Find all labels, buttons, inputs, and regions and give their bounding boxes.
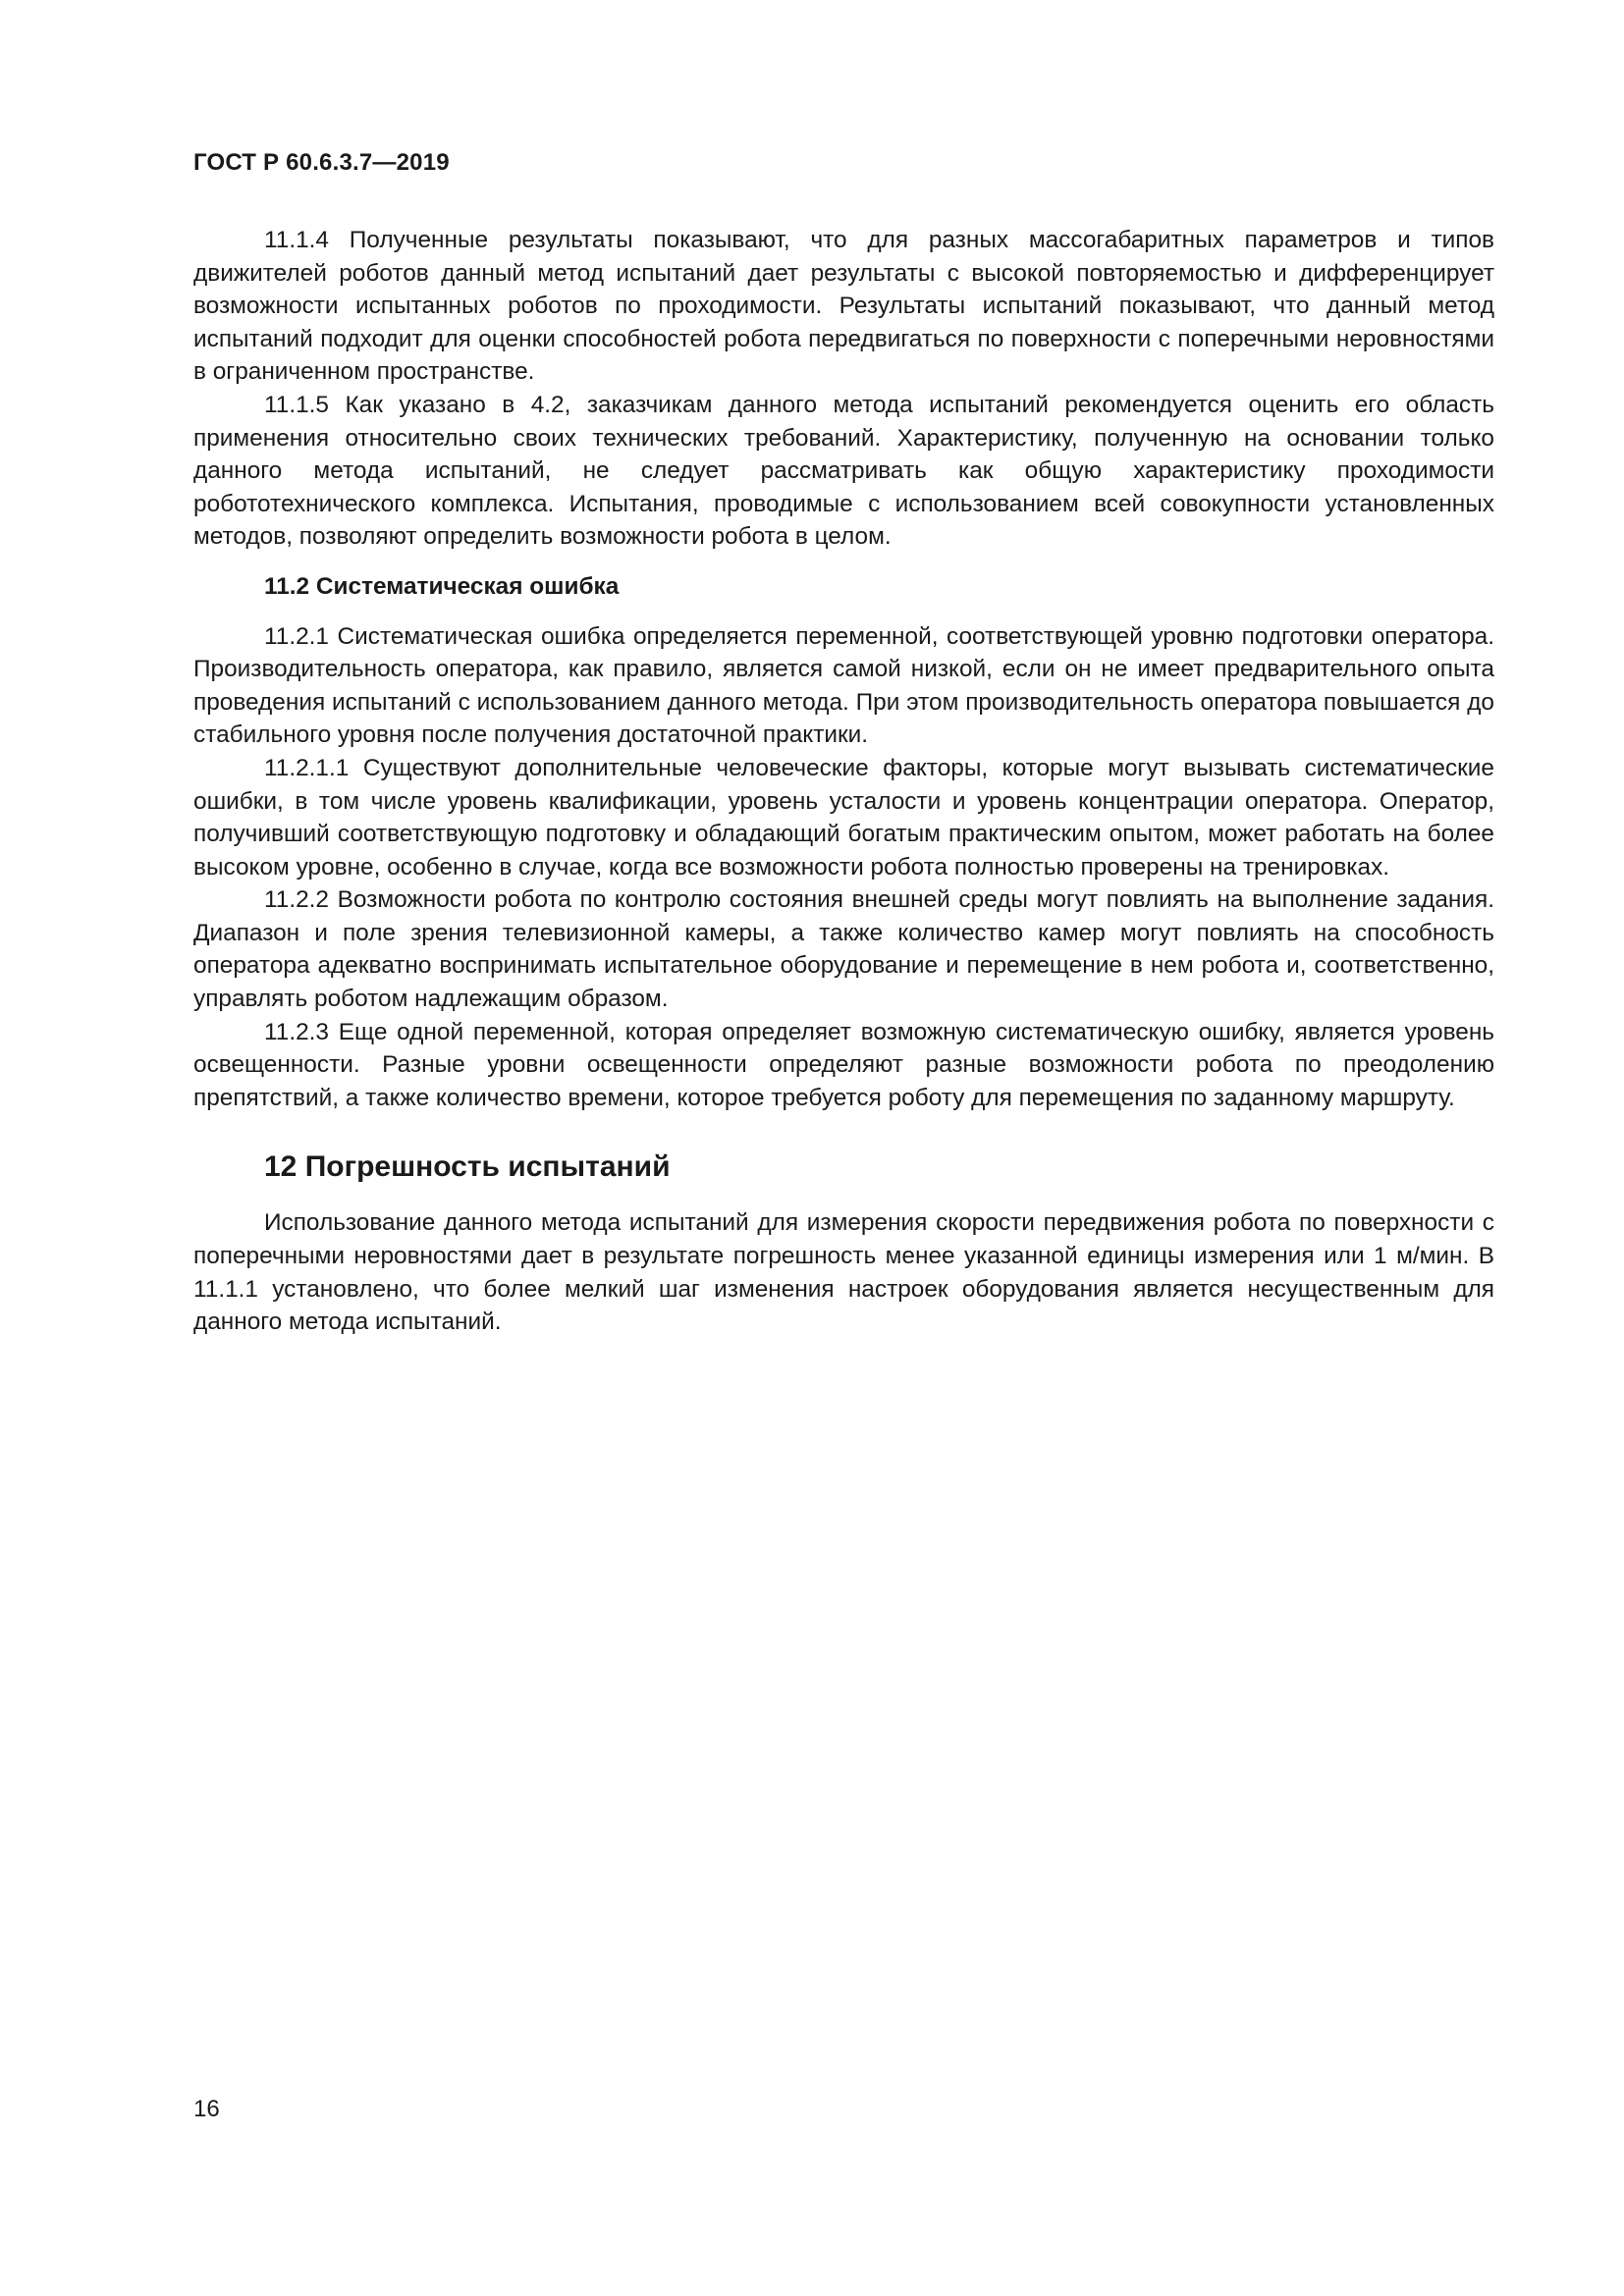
document-header: ГОСТ Р 60.6.3.7—2019 [193,149,450,176]
paragraph-12: Использование данного метода испытаний для измерения скорости передвижения робота по поверхности с поперечными неровностями дает в результате погрешность менее указанной единицы измерения или 1 м/мин. В 11.1.1 установлено, что более мелкий шаг изменения настроек оборудования является несущественным для данного метода испытаний. [193,1209,1494,1336]
page-number: 16 [193,2096,220,2122]
subsection-heading-11-2: 11.2 Систематическая ошибка [264,572,620,600]
page-content [193,224,1494,1339]
paragraph-11-2-3: 11.2.3 Еще одной переменной, которая определяет возможную систематическую ошибку, является уровень освещенности. Разные уровни освещенности определяют разные возможности робота по преодолению препятствий, а также количество времени, которое требуется роботу для перемещения по заданному маршруту. [193,1018,1494,1111]
paragraph-11-1-5: 11.1.5 Как указано в 4.2, заказчикам данного метода испытаний рекомендуется оценить его область применения относительно своих технических требований. Характеристику, полученную на основании только данного метода испытаний, не следует рассматривать как общую характеристику проходимости робототехнического комплекса. Испытания, проводимые с использованием всей совокупности установленных методов, позволяют определить возможности робота в целом. [193,391,1494,551]
paragraph-11-2-1-1: 11.2.1.1 Существуют дополнительные человеческие факторы, которые могут вызывать систематические ошибки, в том числе уровень квалификации, уровень усталости и уровень концентрации оператора. Оператор, получивший соответствующую подготовку и обладающий богатым практическим опытом, может работать на более высоком уровне, особенно в случае, когда все возможности робота полностью проверены на тренировках. [193,754,1494,881]
paragraph-11-1-4: 11.1.4 Полученные результаты показывают, что для разных массогабаритных параметров и типов движителей роботов данный метод испытаний дает результаты с высокой повторяемостью и дифференцирует возможности испытанных роботов по проходимости. Результаты испытаний показывают, что данный метод испытаний подходит для оценки способностей робота передвигаться по поверхности с поперечными неровностями в ограниченном пространстве. [193,227,1494,386]
paragraph-11-2-2: 11.2.2 Возможности робота по контролю состояния внешней среды могут повлиять на выполнение задания. Диапазон и поле зрения телевизионной камеры, а также количество камер могут повлиять на способность оператора адекватно воспринимать испытательное оборудование и перемещение в нем робота и, соответственно, управлять роботом надлежащим образом. [193,886,1494,1013]
section-heading-12: 12 Погрешность испытаний [264,1150,671,1184]
paragraph-11-2-1: 11.2.1 Систематическая ошибка определяется переменной, соответствующей уровню подготовки оператора. Производительность оператора, как правило, является самой низкой, если он не имеет предварительного опыта проведения испытаний с использованием данного метода. При этом производительность оператора повышается до стабильного уровня после получения достаточной практики. [193,622,1494,749]
